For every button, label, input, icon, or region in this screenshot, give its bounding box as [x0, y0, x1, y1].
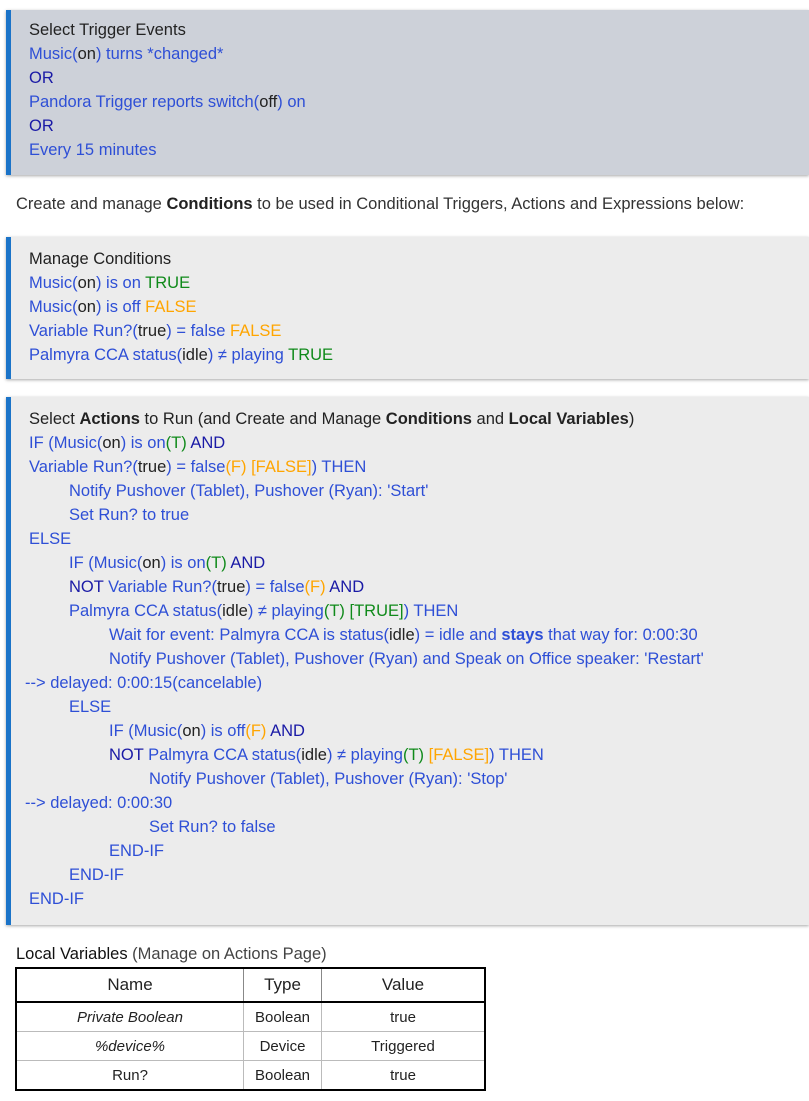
- action-line: ELSE: [29, 530, 72, 548]
- trigger-panel-title: Select Trigger Events: [29, 21, 186, 39]
- action-line: --> delayed: 0:00:30: [25, 794, 173, 812]
- action-line: Palmyra CCA status(idle) ≠ playing(T) [TRUE]) THEN: [69, 602, 459, 620]
- table-row: [16, 1061, 485, 1091]
- action-line: Notify Pushover (Tablet), Pushover (Ryan): 'Stop': [149, 770, 508, 788]
- local-variables-heading: Local Variables (Manage on Actions Page): [16, 945, 327, 963]
- variable-value: true: [322, 1061, 486, 1091]
- trigger-or-1: OR: [29, 69, 54, 87]
- action-line: Notify Pushover (Tablet), Pushover (Ryan): 'Start': [69, 482, 429, 500]
- column-header-type: Type: [244, 968, 322, 1002]
- trigger-periodic: Every 15 minutes: [29, 141, 157, 159]
- variable-name: %device%: [16, 1032, 244, 1061]
- variable-type: Device: [244, 1032, 322, 1061]
- condition-item: Variable Run?(true) = false FALSE: [29, 322, 282, 340]
- actions-panel-title: Select Actions to Run (and Create and Manage Conditions and Local Variables): [29, 410, 635, 428]
- action-line: --> delayed: 0:00:15(cancelable): [25, 674, 263, 692]
- action-line: Wait for event: Palmyra CCA is status(idle) = idle and stays that way for: 0:00:30: [109, 626, 698, 644]
- condition-item: Music(on) is on TRUE: [29, 274, 191, 292]
- variable-value: true: [322, 1002, 486, 1032]
- trigger-or-2: OR: [29, 117, 54, 135]
- action-line: NOT Variable Run?(true) = false(F) AND: [69, 578, 365, 596]
- action-line: Set Run? to true: [69, 506, 190, 524]
- column-header-name: Name: [16, 968, 244, 1002]
- table-row: [16, 1032, 485, 1061]
- conditions-intro-text: Create and manage Conditions to be used in Conditional Triggers, Actions and Expressions below:: [16, 195, 745, 213]
- action-line: END-IF: [69, 866, 124, 884]
- table-header-row: [16, 968, 485, 1002]
- variable-type: Boolean: [244, 1002, 322, 1032]
- variable-value: Triggered: [322, 1032, 486, 1061]
- trigger-music: Music(on) turns *changed*: [29, 45, 224, 63]
- action-line: END-IF: [29, 890, 84, 908]
- manage-conditions-panel[interactable]: [6, 237, 809, 379]
- trigger-pandora: Pandora Trigger reports switch(off) on: [29, 93, 306, 111]
- table-row: [16, 1002, 485, 1032]
- condition-item: Music(on) is off FALSE: [29, 298, 197, 316]
- variable-name: Private Boolean: [16, 1002, 244, 1032]
- action-line: IF (Music(on) is on(T) AND: [69, 554, 266, 572]
- variable-type: Boolean: [244, 1061, 322, 1091]
- action-line: END-IF: [109, 842, 164, 860]
- local-variables-table: [15, 967, 486, 1091]
- action-line: NOT Palmyra CCA status(idle) ≠ playing(T) [FALSE]) THEN: [109, 746, 544, 764]
- action-line: IF (Music(on) is off(F) AND: [109, 722, 305, 740]
- column-header-value: Value: [322, 968, 486, 1002]
- action-line: Set Run? to false: [149, 818, 276, 836]
- action-line: ELSE: [69, 698, 112, 716]
- action-line: Variable Run?(true) = false(F) [FALSE]) THEN: [29, 458, 367, 476]
- trigger-events-panel[interactable]: [6, 10, 809, 175]
- variable-name: Run?: [16, 1061, 244, 1091]
- action-line: Notify Pushover (Tablet), Pushover (Ryan) and Speak on Office speaker: 'Restart': [109, 650, 704, 668]
- conditions-panel-title: Manage Conditions: [29, 250, 172, 268]
- condition-item: Palmyra CCA status(idle) ≠ playing TRUE: [29, 346, 334, 364]
- actions-panel[interactable]: [6, 397, 809, 925]
- action-line: IF (Music(on) is on(T) AND: [29, 434, 226, 452]
